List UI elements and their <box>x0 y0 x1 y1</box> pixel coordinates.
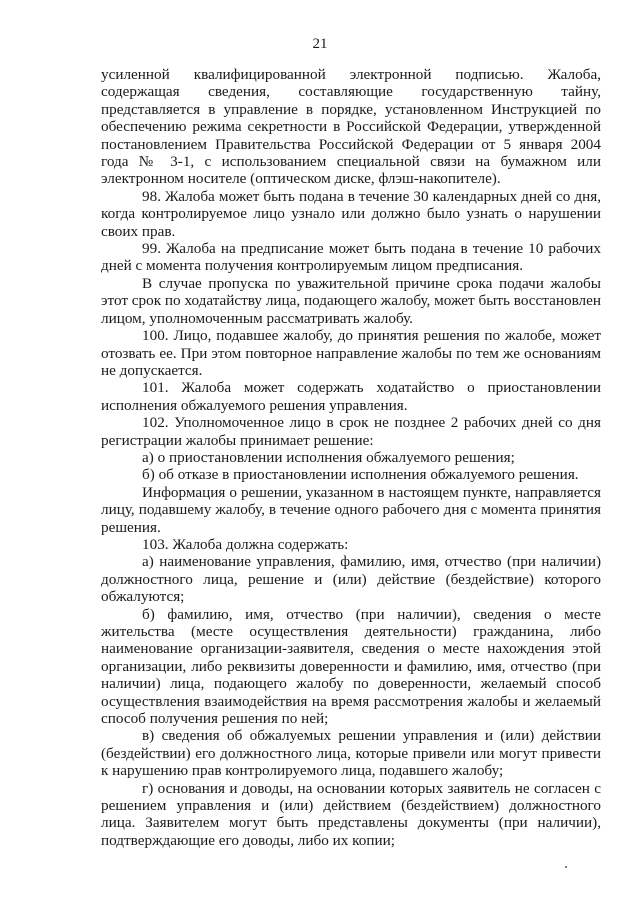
paragraph-102-item-a: а) о приостановлении исполнения обжалуемого решения; <box>142 448 515 466</box>
paragraph-99-deadline-restoration: В случае пропуска по уважительной причине срока подачи жалобы этот срок по ходатайству лица, подающего жалобу, может быть восстановлен лицом, уполномоченным рассматривать жалобу. <box>101 274 601 327</box>
paragraph-98: 98. Жалоба может быть подана в течение 30 календарных дней со дня, когда контролируемое лицо узнало или должно было узнать о нарушении своих прав. <box>101 187 601 240</box>
paragraph-103-item-v: в) сведения об обжалуемых решении управления и (или) действии (бездействии) его должностного лица, которые привели или могут привести к нарушению прав контролируемого лица, подавшего жалобу; <box>101 727 601 780</box>
paragraph-103: 103. Жалоба должна содержать: <box>142 535 349 553</box>
scan-speck <box>565 866 567 868</box>
paragraph-continuation: усиленной квалифицированной электронной подписью. Жалоба, содержащая сведения, составляющие государственную тайну, представляется в управление в порядке, установленном Инструкцией по обеспечению режима секретности в Российской Федерации, утвержденной постановлением Правительства Российской Федерации от 5 января 2004 года № 3-1, с использованием специальной связи на бумажном или электронном носителе (оптическом диске, флэш-накопителе). <box>101 66 601 188</box>
paragraph-99: 99. Жалоба на предписание может быть подана в течение 10 рабочих дней с момента получения контролируемым лицом предписания. <box>101 240 601 275</box>
paragraph-101: 101. Жалоба может содержать ходатайство о приостановлении исполнения обжалуемого решения управления. <box>101 379 601 414</box>
paragraph-100: 100. Лицо, подавшее жалобу, до принятия решения по жалобе, может отозвать ее. При этом повторное направление жалобы по тем же основаниям не допускается. <box>101 327 601 379</box>
paragraph-103-item-g: г) основания и доводы, на основании которых заявитель не согласен с решением управления и (или) действием (бездействием) должностного лица. Заявителем могут быть представлены документы (при наличии), подтверждающие его доводы, либо их копии; <box>101 779 601 849</box>
paragraph-102-information: Информация о решении, указанном в настоящем пункте, направляется лицу, подавшему жалобу, в течение одного рабочего дня с момента принятия решения. <box>101 483 601 536</box>
paragraph-102: 102. Уполномоченное лицо в срок не позднее 2 рабочих дней со дня регистрации жалобы принимает решение: <box>101 414 601 449</box>
page-number: 21 <box>312 36 328 52</box>
paragraph-103-item-a: а) наименование управления, фамилию, имя, отчество (при наличии) должностного лица, решение и (или) действие (бездействие) которого обжалуются; <box>101 553 601 606</box>
paragraph-103-item-b: б) фамилию, имя, отчество (при наличии), сведения о месте жительства (месте осуществления деятельности) гражданина, либо наименование организации-заявителя, сведения о месте нахождения этой организации, либо реквизиты доверенности и фамилию, имя, отчество (при наличии) лица, подающего жалобу по доверенности, желаемый способ осуществления взаимодействия на время рассмотрения жалобы и желаемый способ получения решения по ней; <box>101 605 601 728</box>
paragraph-102-item-b: б) об отказе в приостановлении исполнения обжалуемого решения. <box>142 466 579 484</box>
document-body <box>101 66 601 849</box>
